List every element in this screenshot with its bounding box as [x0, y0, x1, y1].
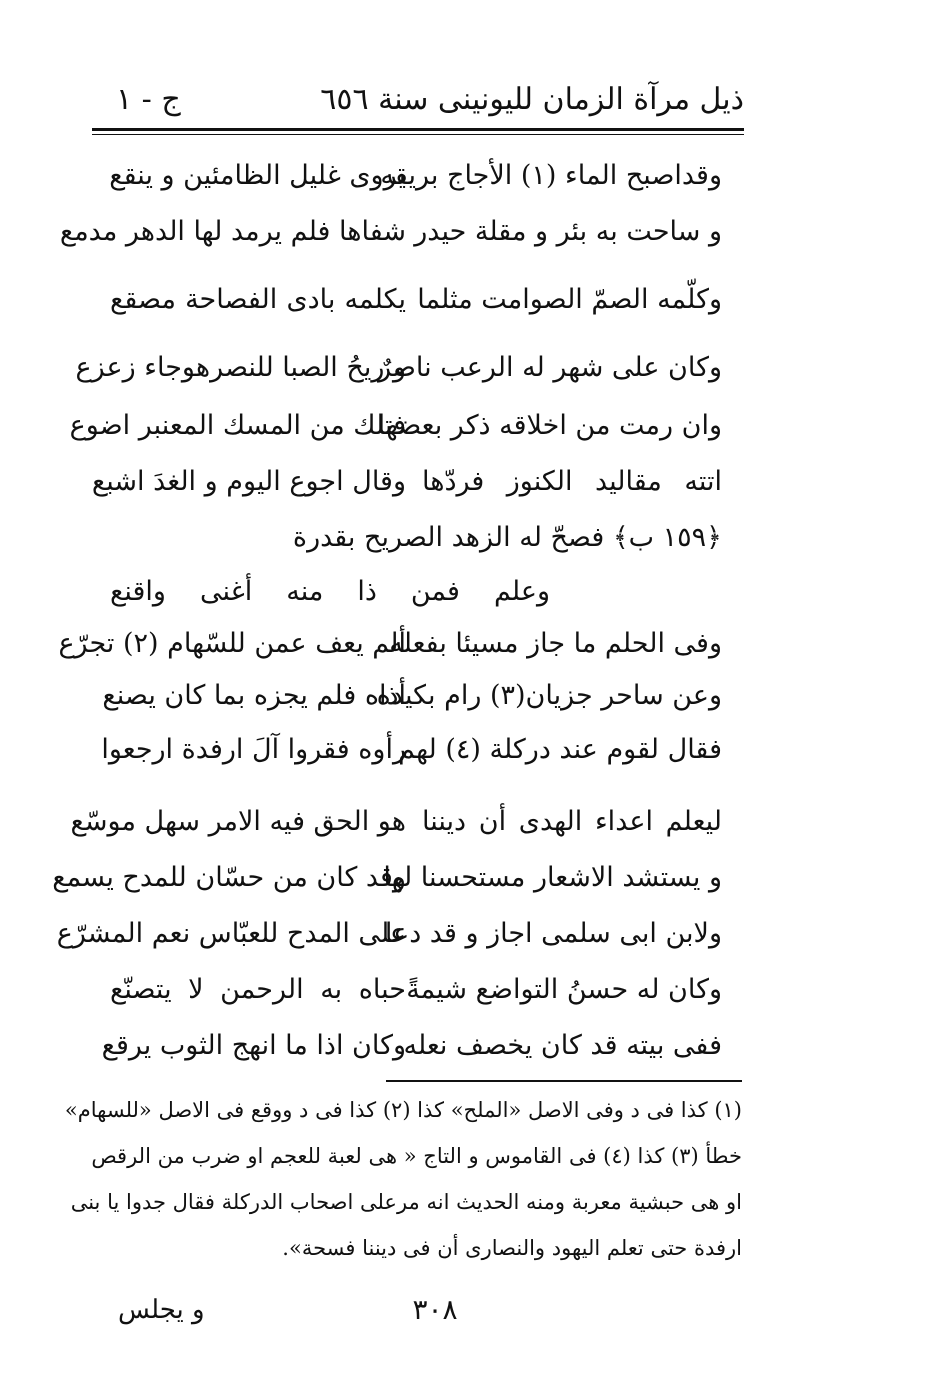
- verse-line: [110, 152, 722, 200]
- verse-first-hemistich: ليعلم اعداء الهدى أن ديننا: [422, 806, 722, 837]
- footnote-line: خطأ (٣) كذا (٤) فى القاموس و التاج « هى لعبة للعجم او ضرب من الرقص: [91, 1144, 742, 1168]
- prose-line-folio-marker: ﴿١٥٩ ب﴾ فصحّ له الزهد الصريح بقدرة: [292, 522, 722, 553]
- verse-first-hemistich: اتته مقاليد الكنوز فردّها: [422, 466, 722, 497]
- verse-second-hemistich: وقد كان من حسّان للمدح يسمع: [52, 862, 406, 893]
- verse-line: [101, 726, 722, 774]
- verse-second-hemistich: يكلمه بادى الفصاحة مصقع: [110, 284, 406, 315]
- verse-first-hemistich: و ساحت به بئر و مقلة حيدر: [414, 216, 722, 247]
- verse-line: [70, 798, 722, 846]
- verse-second-hemistich: حباه به الرحمن لا يتصنّع: [110, 974, 406, 1005]
- verse-first-hemistich: ففى بيته قد كان يخصف نعله: [403, 1030, 722, 1061]
- verse-second-hemistich: وكان اذا ما انهج الثوب يرقع: [101, 1030, 406, 1061]
- verse-second-hemistich: و ريحُ الصبا للنصرهوجاء زعزع: [75, 352, 406, 383]
- catchword: و يجلس: [118, 1295, 205, 1325]
- verse-line: [75, 344, 722, 392]
- verse-first-hemistich: وكان له حسنُ التواضع شيمةً: [406, 974, 722, 1005]
- footnote-rule: [386, 1080, 742, 1082]
- verse-line: [91, 458, 722, 506]
- verse-second-hemistich: أذاه فلم يجزه بما كان يصنع: [102, 680, 406, 711]
- verse-first-hemistich: وان رمت من اخلاقه ذكر بعضها: [377, 410, 722, 441]
- verse-second-hemistich: يروى غليل الظامئين و ينقع: [109, 160, 406, 191]
- verse-line: [59, 208, 722, 256]
- verse-first-hemistich: فقال لقوم عند دركلة (٤) لهم: [398, 734, 722, 765]
- verse-line: [110, 966, 722, 1014]
- verse-line: [52, 854, 722, 902]
- verse-second-hemistich: هو الحق فيه الامر سهل موسّع: [70, 806, 406, 837]
- verse-first-hemistich: ولابن ابى سلمى اجاز و قد دعا: [384, 918, 722, 949]
- verse-first-hemistich: و يستشد الاشعار مستحسنا لها: [383, 862, 722, 893]
- verse-line: [69, 402, 722, 450]
- verse-second-hemistich: ألم يعف عمن للسّهام (٢) تجرّع: [58, 628, 406, 659]
- verse-second-hemistich: رأوه فقروا آلَ ارفدة ارجعوا: [101, 734, 406, 765]
- footnote-line: (١) كذا فى د وفى الاصل «الملح» كذا (٢) كذا فى د ووقع فى الاصل «للسهام»: [64, 1098, 742, 1122]
- volume-label: ج - ١: [116, 82, 181, 117]
- verse-second-hemistich: شفاها فلم يرمد لها الدهر مدمع: [59, 216, 406, 247]
- footnote-line: او هى حبشية معربة ومنه الحديث انه مرعلى اصحاب الدركلة فقال جدوا يا بنى: [70, 1190, 742, 1214]
- verse-line: [110, 276, 722, 324]
- verse-second-hemistich: وقال اجوع اليوم و الغدَ اشبع: [91, 466, 406, 497]
- footnote-line: ارفدة حتى تعلم اليهود والنصارى أن فى ديننا فسحة».: [282, 1236, 742, 1260]
- running-header: [92, 78, 744, 122]
- verse-second-hemistich: فتلك من المسك المعنبر اضوع: [69, 410, 406, 441]
- verse-line: [58, 620, 722, 668]
- verse-line: [102, 672, 722, 720]
- verse-first-hemistich: وفى الحلم ما جاز مسيئا بفعله: [389, 628, 722, 659]
- verse-second-hemistich: على المدح للعبّاس نعم المشرّع: [56, 918, 406, 949]
- header-rule-thin: [92, 134, 744, 135]
- verse-continuation-line: وعلم فمن ذا منه أغنى واقنع: [110, 576, 550, 607]
- verse-line: [101, 1022, 722, 1070]
- verse-first-hemistich: وعن ساحر جزيان(٣) رام بكيده: [376, 680, 722, 711]
- verse-first-hemistich: وكان على شهر له الرعب ناصرٌ: [378, 352, 722, 383]
- verse-line: [56, 910, 722, 958]
- header-rule-thick: [92, 128, 744, 131]
- header-title: ذيل مرآة الزمان لليونينى سنة ٦٥٦: [320, 82, 744, 117]
- verse-first-hemistich: وكلّمه الصمّ الصوامت مثلما: [417, 284, 722, 315]
- verse-first-hemistich: وقداصبح الماء (١) الأجاج بريقه: [380, 160, 722, 191]
- page-number: ٣٠٨: [412, 1293, 458, 1326]
